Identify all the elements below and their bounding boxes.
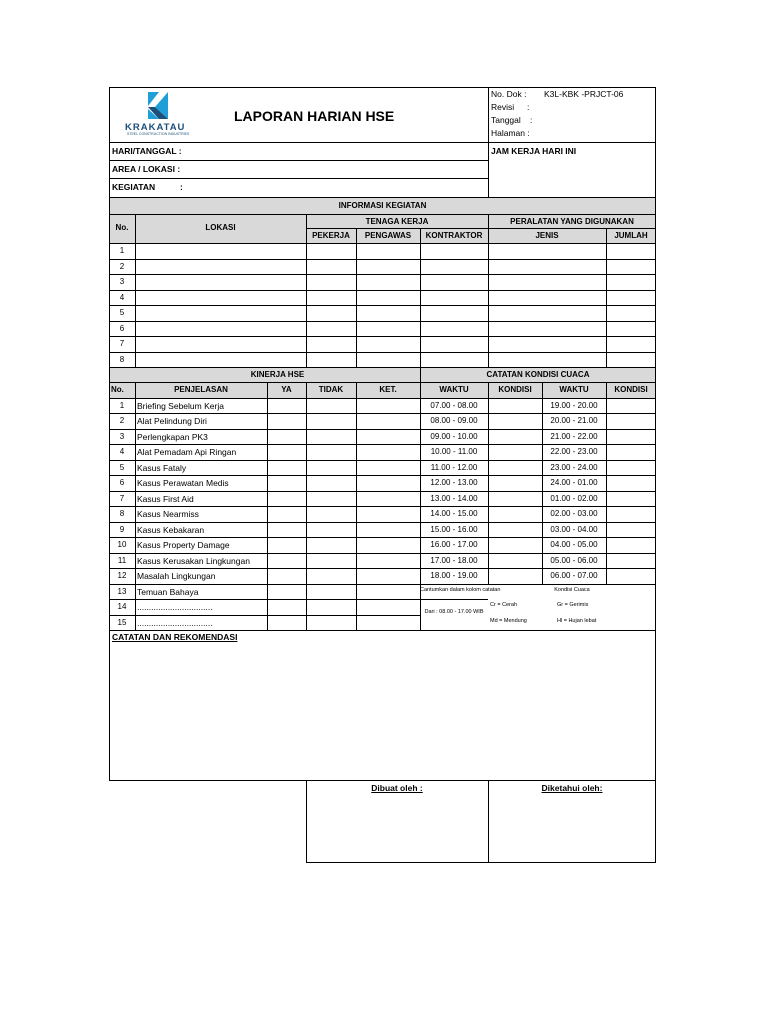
kinerja-col-no: No.: [111, 385, 124, 394]
revisi-label: Revisi: [491, 102, 515, 112]
revisi-colon: :: [527, 102, 530, 112]
kinerja-item-label: Kasus First Aid: [137, 493, 194, 504]
kinerja-item-label: Masalah Lingkungan: [137, 571, 216, 582]
cuaca-waktu-left: 15.00 - 16.00: [430, 524, 478, 534]
cuaca-waktu-left: 09.00 - 10.00: [430, 431, 478, 441]
cuaca-waktu-right: 03.00 - 04.00: [550, 524, 598, 534]
cuaca-col-waktu-2: WAKTU: [559, 385, 589, 394]
kinerja-row-number: 11: [117, 555, 127, 565]
kinerja-row-number: 5: [119, 462, 125, 472]
kinerja-row-number: 15: [117, 617, 127, 627]
cuaca-waktu-left: 10.00 - 11.00: [430, 447, 478, 457]
cuaca-waktu-right: 06.00 - 07.00: [550, 571, 598, 581]
informasi-row-number: 8: [119, 354, 125, 364]
cuaca-waktu-right: 23.00 - 24.00: [550, 462, 598, 472]
informasi-row-number: 4: [119, 292, 125, 302]
kinerja-item-label: Kasus Perawatan Medis: [137, 478, 229, 489]
kinerja-row-number: 8: [119, 509, 125, 519]
cuaca-legend-title: Kondisi Cuaca: [554, 587, 590, 593]
area-lokasi-label: AREA / LOKASI :: [112, 164, 181, 174]
pengawas-col: PENGAWAS: [364, 231, 412, 240]
dibuat-signature-field[interactable]: [307, 798, 487, 862]
dibuat-oleh-text: Dibuat oleh :: [371, 783, 423, 793]
informasi-row-number: 2: [119, 261, 125, 271]
kinerja-row-number: 12: [117, 571, 127, 581]
doc-no-label: No. Dok :: [491, 89, 527, 99]
kinerja-row-number: 1: [119, 401, 125, 410]
cuaca-note-1: Cantumkan dalam kolom catatan: [420, 587, 501, 593]
cuaca-waktu-left: 13.00 - 14.00: [430, 493, 478, 503]
cuaca-waktu-left: 18.00 - 19.00: [430, 571, 478, 581]
kinerja-item-label: Alat Pelindung Diri: [137, 416, 207, 427]
kinerja-row-number: 7: [119, 493, 125, 503]
tanggal-label: Tanggal: [491, 115, 521, 125]
legend-mendung: Md = Mendung: [490, 618, 527, 624]
informasi-row-number: 7: [119, 339, 125, 348]
kinerja-row-number: 9: [119, 524, 125, 534]
catatan-title: [112, 633, 237, 642]
catatan-title-text: CATATAN DAN REKOMENDASI: [112, 632, 238, 642]
cuaca-waktu-right: 19.00 - 20.00: [550, 401, 598, 410]
kinerja-item-label: Perlengkapan PK3: [137, 431, 208, 442]
kegiatan-label: KEGIATAN: [112, 182, 156, 192]
diketahui-signature-field[interactable]: [489, 798, 655, 862]
cuaca-title: CATATAN KONDISI CUACA: [486, 370, 590, 379]
kinerja-row-number: 14: [117, 602, 127, 612]
page-title: LAPORAN HARIAN HSE: [234, 108, 395, 124]
cuaca-waktu-right: 01.00 - 02.00: [550, 493, 598, 503]
informasi-col-no: No.: [115, 223, 129, 232]
kinerja-row-number: 6: [119, 478, 125, 488]
cuaca-waktu-right: 22.00 - 23.00: [550, 447, 598, 457]
company-logo: [115, 90, 195, 138]
cuaca-waktu-left: 17.00 - 18.00: [430, 555, 478, 565]
hari-tanggal-label: HARI/TANGGAL :: [112, 146, 182, 156]
legend-gerimis: Gr = Gerimis: [557, 602, 589, 608]
cuaca-waktu-right: 24.00 - 01.00: [550, 478, 598, 488]
jumlah-col: JUMLAH: [614, 231, 648, 240]
cuaca-col-kondisi-1: KONDISI: [498, 385, 532, 394]
cuaca-waktu-right: 21.00 - 22.00: [550, 431, 598, 441]
cuaca-waktu-left: 08.00 - 09.00: [430, 416, 478, 426]
dibuat-oleh-label: [306, 784, 488, 793]
cuaca-waktu-left: 14.00 - 15.00: [430, 509, 478, 519]
kinerja-item-label: Alat Pemadam Api Ringan: [137, 447, 237, 458]
kontraktor-col: KONTRAKTOR: [425, 231, 483, 240]
pekerja-col: PEKERJA: [312, 231, 350, 240]
tanggal-colon: :: [530, 115, 533, 125]
kinerja-item-label: Briefing Sebelum Kerja: [137, 401, 224, 411]
cuaca-col-waktu-1: WAKTU: [439, 385, 469, 394]
informasi-row-number: 6: [119, 323, 125, 333]
logo-text: KRAKATAU: [125, 122, 186, 133]
kinerja-row-number: 4: [119, 447, 125, 457]
cuaca-waktu-right: 05.00 - 06.00: [550, 555, 598, 565]
cuaca-col-kondisi-2: KONDISI: [614, 385, 648, 394]
kinerja-col-penjelasan: PENJELASAN: [174, 385, 228, 394]
peralatan-header: PERALATAN YANG DIGUNAKAN: [510, 217, 634, 226]
kinerja-row-number: 13: [117, 586, 127, 596]
cuaca-waktu-right: 02.00 - 03.00: [550, 509, 598, 519]
kinerja-item-label: ................................: [137, 602, 213, 613]
cuaca-waktu-left: 07.00 - 08.00: [430, 401, 478, 410]
informasi-row-number: 5: [119, 308, 125, 317]
kinerja-col-ket: KET.: [379, 385, 397, 394]
cuaca-waktu-left: 16.00 - 17.00: [430, 540, 478, 550]
kinerja-row-number: 3: [119, 431, 125, 441]
kinerja-item-label: Kasus Kerusakan Lingkungan: [137, 555, 250, 566]
informasi-row-number: 3: [119, 277, 125, 286]
kinerja-col-tidak: TIDAK: [318, 385, 344, 394]
kinerja-item-label: ................................: [137, 617, 213, 628]
informasi-row-number: 1: [119, 246, 125, 255]
cuaca-waktu-right: 04.00 - 05.00: [550, 540, 598, 550]
kinerja-row-number: 2: [119, 416, 125, 426]
kinerja-item-label: Kasus Kebakaran: [137, 524, 205, 535]
halaman-label: Halaman :: [491, 128, 530, 138]
doc-no-value: K3L-KBK -PRJCT-06: [544, 89, 624, 99]
legend-hujan-lebat: Hl = Hujan lebat: [557, 618, 597, 624]
kinerja-item-label: Kasus Nearmiss: [137, 509, 199, 520]
cuaca-waktu-right: 20.00 - 21.00: [550, 416, 598, 426]
logo-subtext: STEEL CONSTRUCTION INDUSTRIES: [127, 132, 190, 136]
kinerja-title: KINERJA HSE: [250, 370, 305, 379]
cuaca-waktu-left: 11.00 - 12.00: [430, 462, 478, 472]
informasi-title: INFORMASI KEGIATAN: [338, 201, 427, 210]
legend-cerah: Cr = Cerah: [490, 602, 518, 608]
diketahui-oleh-text: Diketahui oleh:: [541, 783, 603, 793]
catatan-area[interactable]: [110, 645, 655, 780]
kinerja-item-label: Temuan Bahaya: [137, 586, 199, 597]
kinerja-row-number: 10: [117, 540, 127, 550]
informasi-col-lokasi: LOKASI: [205, 223, 236, 232]
kinerja-item-label: Kasus Fataly: [137, 462, 187, 473]
jenis-col: JENIS: [535, 231, 559, 240]
cuaca-waktu-left: 12.00 - 13.00: [430, 478, 478, 488]
diketahui-oleh-label: [488, 784, 656, 793]
kinerja-item-label: Kasus Property Damage: [137, 540, 230, 551]
jam-kerja-label: JAM KERJA HARI INI: [491, 146, 577, 156]
kegiatan-colon: :: [180, 182, 183, 192]
cuaca-note-2: Dari : 08.00 - 17.00 WIB: [424, 609, 484, 615]
kinerja-col-ya: YA: [281, 385, 292, 394]
tenaga-kerja-header: TENAGA KERJA: [365, 217, 429, 226]
